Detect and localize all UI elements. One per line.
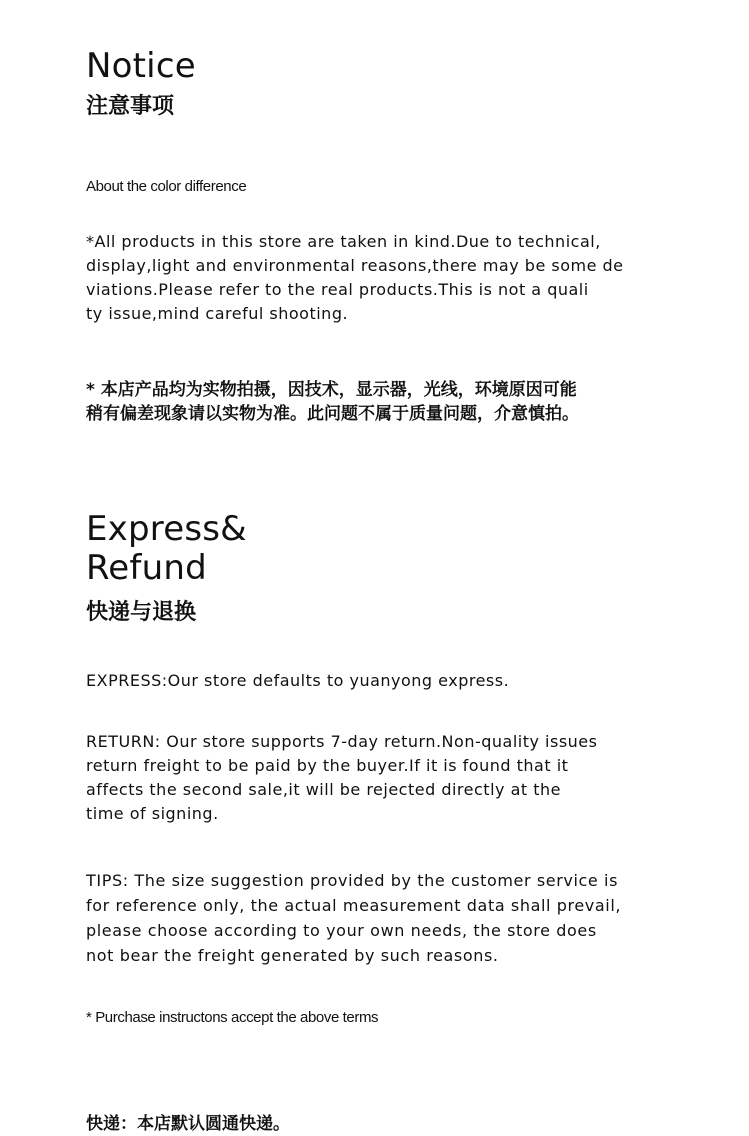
- color-difference-text-cn: * 本店产品均为实物拍摄，因技术，显示器，光线，环境原因可能 稍有偏差现象请以实物为准。此问题不属于质量问题，介意慎拍。: [86, 380, 579, 424]
- color-difference-subtitle: About the color difference: [86, 178, 247, 195]
- notice-title: Notice: [86, 46, 196, 86]
- express-refund-title-cn: 快递与退换: [86, 600, 197, 625]
- notice-title-cn: 注意事项: [86, 94, 175, 119]
- purchase-note: * Purchase instructons accept the above terms: [86, 1009, 379, 1026]
- return-policy-text: RETURN: Our store supports 7-day return.Non-quality issues return freight to be paid by the buyer.If it is found that it affects the second sale,it will be rejected directly at the time of signing.: [86, 732, 598, 823]
- express-cn-line: 快递：本店默认圆通快递。: [86, 1114, 290, 1134]
- express-line: EXPRESS:Our store defaults to yuanyong express.: [86, 671, 510, 690]
- color-difference-text-en: *All products in this store are taken in kind.Due to technical, display,light and environmental reasons,there may be some de viations.Please refer to the real products.This is not a quali ty issue,mind careful shooting.: [86, 232, 624, 323]
- tips-text: TIPS: The size suggestion provided by the customer service is for reference only, the actual measurement data shall prevail, please choose according to your own needs, the store does not bear the freight generated by such reasons.: [86, 871, 622, 965]
- express-refund-title: Express& Refund: [86, 509, 247, 588]
